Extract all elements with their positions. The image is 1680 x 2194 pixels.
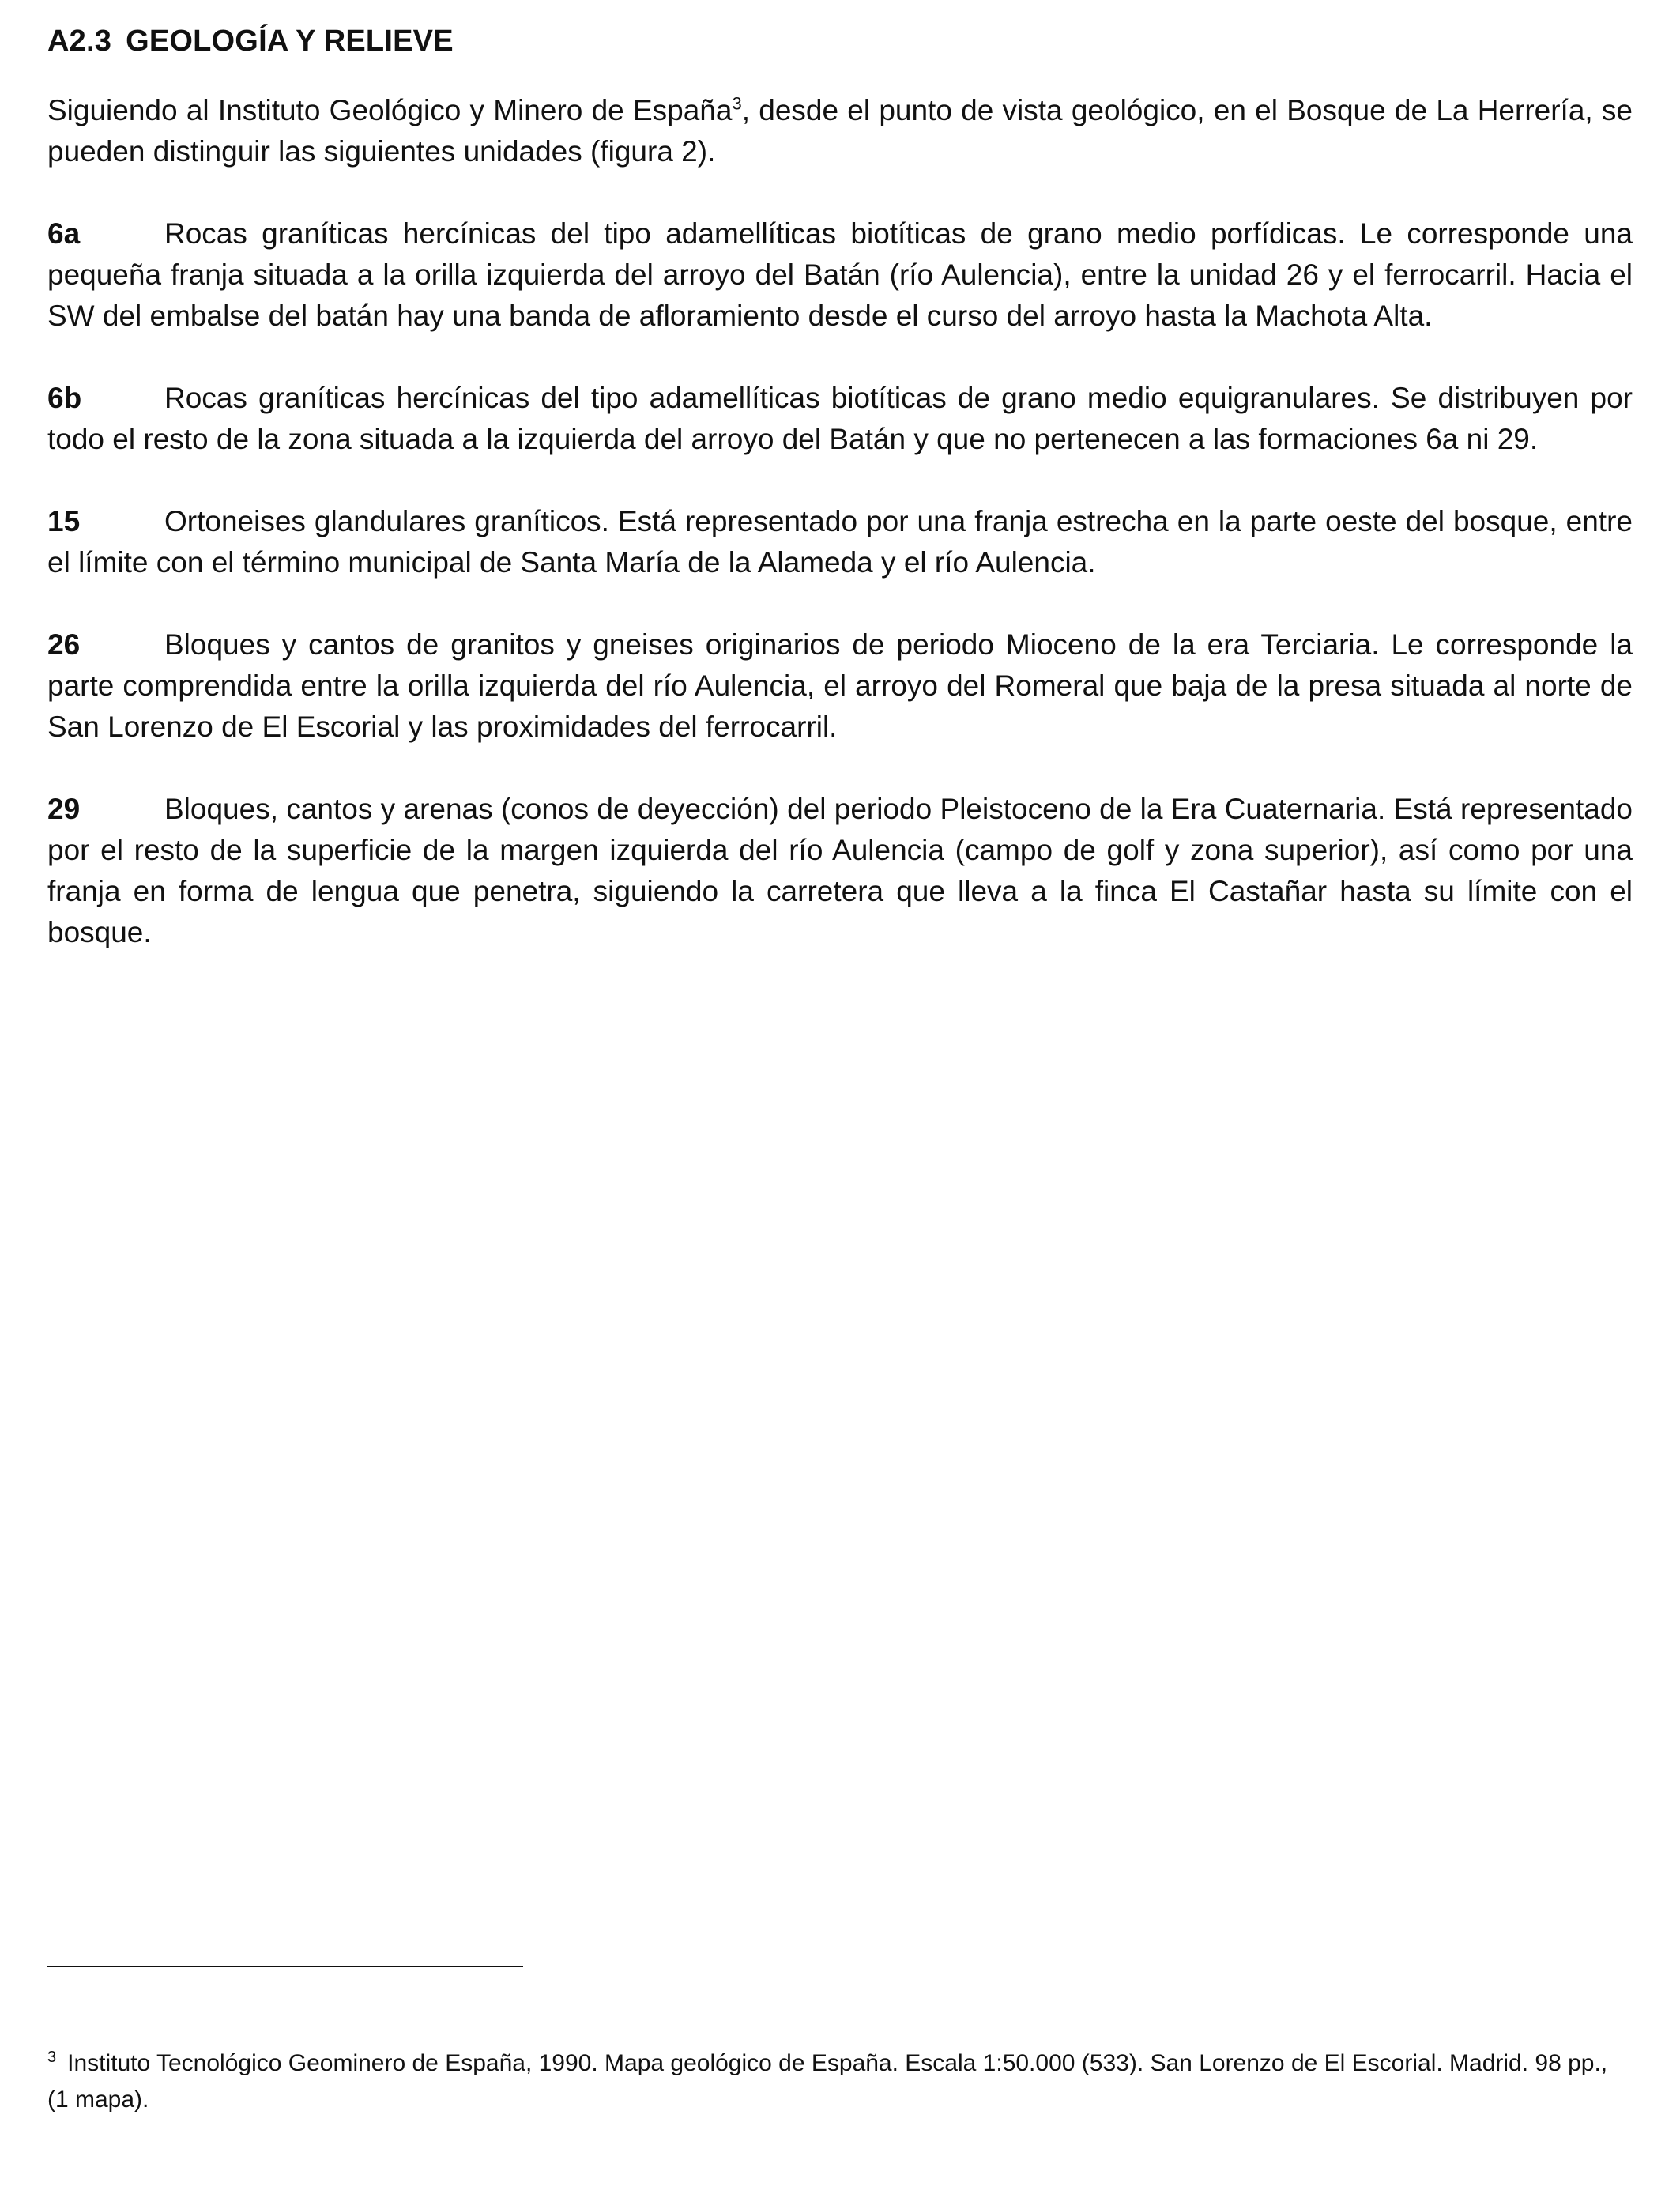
unit-code: 6b: [47, 382, 82, 414]
unit-description: Ortoneises glandulares graníticos. Está representado por una franja estrecha en la parte oeste del bosque, entre el límite con el término municipal de Santa María de la Alameda y el río Aulencia.: [47, 505, 1633, 579]
unit-description: Bloques y cantos de granitos y gneises originarios de periodo Mioceno de la era Terciaria. Le corresponde la parte comprendida entre la orilla izquierda del río Aulencia, el arroyo del Romeral que baja de la presa situada al norte de San Lorenzo de El Escorial y las proximidades del ferrocarril.: [47, 628, 1633, 743]
unit-description: Rocas graníticas hercínicas del tipo adamellíticas biotíticas de grano medio porfídicas. Le corresponde una pequeña franja situada a la orilla izquierda del arroyo del Batán (río Aulencia), entre la unidad 26 y el ferrocarril. Hacia el SW del embalse del batán hay una banda de afloramiento desde el curso del arroyo hasta la Machota Alta.: [47, 217, 1633, 332]
unit-code: 15: [47, 505, 81, 537]
section-title: GEOLOGÍA Y RELIEVE: [126, 25, 454, 58]
intro-text-before: Siguiendo al Instituto Geológico y Minero de España: [47, 94, 733, 126]
unit-code: 26: [47, 628, 81, 661]
section-number: A2.3: [47, 25, 112, 58]
unit-paragraph-6a: [47, 213, 1633, 337]
unit-code: 6a: [47, 217, 81, 250]
document-body: [47, 19, 1633, 994]
unit-paragraph-6b: [47, 378, 1633, 460]
footnote-divider: [47, 1966, 523, 1967]
intro-text-after: , desde el punto de vista geológico, en el Bosque de La Herrería, se pueden distinguir las siguientes unidades (figura 2).: [47, 94, 1633, 168]
unit-paragraph-15: [47, 501, 1633, 583]
section-heading: [47, 19, 1633, 63]
unit-description: Bloques, cantos y arenas (conos de deyección) del periodo Pleistoceno de la Era Cuaternaria. Está representado por el resto de la superficie de la margen izquierda del río Aulencia (campo de golf y zona superior), así como por una franja en forma de lengua que penetra, siguiendo la carretera que lleva a la finca El Castañar hasta su límite con el bosque.: [47, 793, 1633, 948]
unit-code: 29: [47, 793, 81, 825]
footnote-text: Instituto Tecnológico Geominero de España, 1990. Mapa geológico de España. Escala 1:50.000 (533). San Lorenzo de El Escorial. Madrid. 98 pp., (1 mapa).: [47, 2050, 1608, 2113]
footnote-mark: 3: [47, 2049, 57, 2066]
unit-paragraph-26: [47, 624, 1633, 748]
unit-paragraph-29: [47, 789, 1633, 953]
unit-description: Rocas graníticas hercínicas del tipo adamellíticas biotíticas de grano medio equigranulares. Se distribuyen por todo el resto de la zona situada a la izquierda del arroyo del Batán y que no pertenecen a las formaciones 6a ni 29.: [47, 382, 1633, 455]
intro-paragraph: [47, 90, 1633, 172]
footnote-reference: 3: [732, 93, 742, 114]
footnote: [47, 2045, 1633, 2118]
